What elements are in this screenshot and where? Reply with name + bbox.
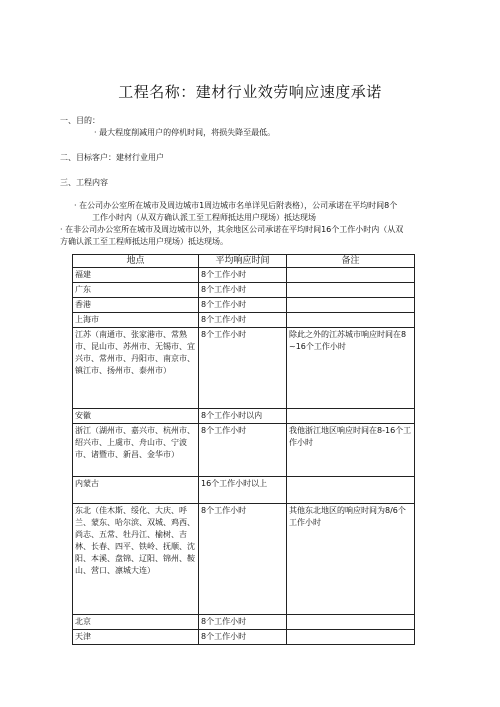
table-header-row <box>73 255 415 268</box>
section-3-heading: 三、工程内容 <box>60 178 108 187</box>
cell-time: 8个工作小时 <box>199 615 287 630</box>
section-1-bullet: · 最大程度削减用户的停机时间，将损失降至最低。 <box>94 128 276 137</box>
response-time-table <box>72 254 415 645</box>
table-row <box>73 283 415 298</box>
cell-place: 北京 <box>73 615 199 630</box>
cell-time: 8个工作小时 <box>199 424 287 477</box>
table-row <box>73 424 415 477</box>
paragraph-2-line-2: 方确认派工至工程师抵达用户现场）抵达现场。 <box>60 237 228 246</box>
cell-note: 除此之外的江苏城市响应时间在8~16个工作小时 <box>287 328 415 409</box>
header-notes: 备注 <box>287 255 415 268</box>
cell-place: 内蒙古 <box>73 477 199 504</box>
cell-place: 浙江（湖州市、嘉兴市、杭州市、绍兴市、上虞市、舟山市、宁波市、诸暨市、新昌、金华市） <box>73 424 199 477</box>
cell-time: 16个工作小时以上 <box>199 477 287 504</box>
cell-time: 8个工作小时 <box>199 504 287 615</box>
paragraph-1-line-1: · 在公司办公室所在城市及周边城市1周边城市名单详见后附表格），公司承诺在平均时间8个 <box>74 201 398 210</box>
cell-note <box>287 283 415 298</box>
cell-place: 东北（佳木斯、绥化、大庆、呼兰、蒙东、哈尔滨、双城、鸡西、尚志、五常、牡丹江、榆树、吉林、长春、四平、铁岭、抚顺、沈阳、本溪、盘锦、辽阳、锦州、鞍山、营口、凛城大连） <box>73 504 199 615</box>
cell-time: 8个工作小时 <box>199 298 287 313</box>
cell-time: 8个工作小时 <box>199 283 287 298</box>
cell-note: 我他浙江地区响应时间在8-16个工作小时 <box>287 424 415 477</box>
cell-note <box>287 313 415 328</box>
cell-place: 天津 <box>73 630 199 645</box>
table-row <box>73 477 415 504</box>
cell-note <box>287 268 415 283</box>
cell-note <box>287 409 415 424</box>
page-title: 工程名称：建材行业效劳响应速度承诺 <box>118 83 382 101</box>
header-location: 地点 <box>73 255 199 268</box>
table-row <box>73 328 415 409</box>
cell-note: 其他东北地区的响应时间为8/6个工作小时 <box>287 504 415 615</box>
cell-time: 8个工作小时 <box>199 328 287 409</box>
paragraph-2-line-1: · 在非公司办公室所在城市及周边城市以外，其余地区公司承诺在平均时间16个工作小时内（从双 <box>60 225 404 234</box>
table-row <box>73 268 415 283</box>
paragraph-1-line-2: 工作小时内（从双方确认派工至工程师抵达用户现场）抵达现场 <box>92 213 316 222</box>
table-row <box>73 615 415 630</box>
cell-time: 8个工作小时以内 <box>199 409 287 424</box>
cell-note <box>287 477 415 504</box>
cell-place: 上海市 <box>73 313 199 328</box>
cell-note <box>287 615 415 630</box>
cell-place: 江苏（南通市、张家港市、常熟市、昆山市、苏州市、无锡市、宜兴市、常州市、丹阳市、南京市、镇江市、扬州市、泰州市） <box>73 328 199 409</box>
table-row <box>73 313 415 328</box>
cell-note <box>287 630 415 645</box>
cell-place: 安徽 <box>73 409 199 424</box>
section-1-heading: 一、目的： <box>60 116 100 125</box>
cell-time: 8个工作小时 <box>199 630 287 645</box>
table-row <box>73 630 415 645</box>
cell-time: 8个工作小时 <box>199 268 287 283</box>
cell-time: 8个工作小时 <box>199 313 287 328</box>
cell-place: 香港 <box>73 298 199 313</box>
cell-note <box>287 298 415 313</box>
table-row <box>73 298 415 313</box>
header-response-time: 平均响应时间 <box>199 255 287 268</box>
section-2-heading: 二、目标客户：建材行业用户 <box>60 153 164 162</box>
cell-place: 福建 <box>73 268 199 283</box>
cell-place: 广东 <box>73 283 199 298</box>
table-row <box>73 504 415 615</box>
table-row <box>73 409 415 424</box>
